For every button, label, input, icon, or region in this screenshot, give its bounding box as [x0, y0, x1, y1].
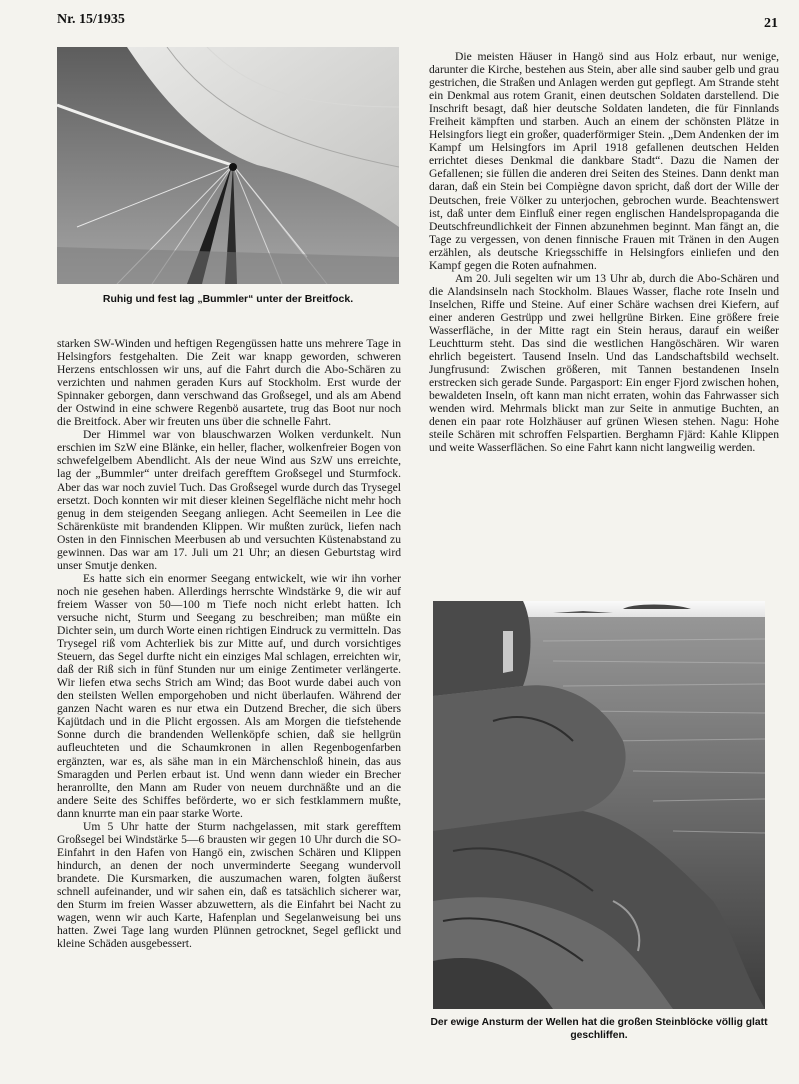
rocks-photo — [433, 601, 765, 1009]
issue-number: Nr. 15/1935 — [57, 12, 125, 27]
left-text-column — [57, 337, 401, 950]
page-number: 21 — [764, 16, 778, 31]
sail-photo — [57, 47, 399, 284]
sail-photo-caption: Ruhig und fest lag „Bummler“ unter der Breitfock. — [102, 293, 354, 305]
paragraph: Es hatte sich ein enormer Seegang entwickelt, wie wir ihn vorher noch nie gesehen haben. Allerdings herrschte Windstärke 9, die wir auf freiem Wasser von 50—100 m Tiefe noch nicht erlebt hatten. Ich versuche nicht, Sturm und Seegang zu beschreiben; man müßte ein Dichter sein, um durch Worte einen richtigen Eindruck zu vermitteln. Das Trysegel riß vom Achterliek bis zur Mitte auf, und durch vorsichtiges Steuern, das Segel durfte nicht ein einziges Mal schlagen, erreichten wir, daß der Riß sich in fünf Stunden nur um einige Zentimeter verlängerte. Wir liefen etwa sechs Strich am Wind; das Boot wurde dabei auch von den steilsten Wellen emporgehoben und nicht überlaufen. Während der ganzen Nacht waren es nur etwa ein Dutzend Brecher, die sich übers Kajütdach und in die Plicht ergossen. Als am Morgen die tiefstehende Sonne durch die brandenden Wellenköpfe schien, daß sie hellgrün aufleuchteten und die Schaumkronen in allen Regenbogenfarben ergänzten, war es, als sähe man in ein Märchenschloß hinein, das aus Smaragden und Perlen erbaut ist. Und wenn dann wieder ein Brecher heranrollte, den Mann am Ruder von neuem durchnäßte und an die andere Seite des Schiffes beförderte, wo er sich festklammern mußte, dann knurrte man ein paar starke Worte. — [57, 571, 401, 820]
right-text-column — [429, 50, 779, 454]
sail-photo-image — [57, 47, 399, 284]
paragraph: Um 5 Uhr hatte der Sturm nachgelassen, mit stark gerefftem Großsegel bei Windstärke 5—6 brausten wir gegen 10 Uhr durch die SO-Einfahrt in den Hafen von Hangö ein, zwischen Schären und Klippen hindurch, an denen der noch unverminderte Seegang wundervoll brandete. Die Kursmarken, die auszumachen waren, folgten äußerst schnell aufeinander, und wir sahen ein, daß es tatsächlich sicherer war, den Sturm im freien Wasser abzuwettern, als die Einfahrt bei Nacht zu wagen, wenn wir auch Karte, Hafenplan und Segelanweisung bei uns hatten. Zwei Tage lang wurden Plünnen getrocknet, Segel geflickt und kleine Schäden ausgebessert. — [57, 819, 401, 951]
paragraph: Die meisten Häuser in Hangö sind aus Holz erbaut, nur wenige, darunter die Kirche, bestehen aus Stein, aber alle sind sauber gelb und grau gestrichen, die Straßen und Anlagen werden gut gepflegt. Am Strande steht ein Denkmal aus rotem Granit, einen deutschen Soldaten darstellend. Die Inschrift besagt, daß hier deutsche Soldaten landeten, die für Finnlands Freiheit kämpften und starben. Auch an einem der schönsten Plätze in Helsingfors liegt ein großer, quaderförmiger Stein. „Dem Andenken der im Kampf um Helsingfors im April 1918 gefallenen deutschen Helden errichtet dieses Denkmal die dankbare Stadt“. Dazu die Namen der Gefallenen; sie füllen die anderen drei Seiten des Steines. Dann denkt man daran, daß ein Stein bei Compiègne davon spricht, daß dort der Wille der Deutschen, freie Völker zu unterjochen, gebrochen wurde. Beachtenswert ist, daß unter dem Einfluß einer regen englischen Handelspropaganda die Deutschfreundlichkeit der Finnen abzunehmen beginnt. Man fängt an, die Tage zu vergessen, von denen finnische Frauen mit Tränen in den Augen erzählen, als deutsche Kriegsschiffe in Helsingfors einliefen und den Kampf gegen die Roten aufnahmen. — [429, 50, 779, 272]
rocks-photo-image — [433, 601, 765, 1009]
rocks-photo-caption: Der ewige Ansturm der Wellen hat die großen Steinblöcke völlig glatt geschliffen. — [430, 1017, 768, 1041]
paragraph: Am 20. Juli segelten wir um 13 Uhr ab, durch die Abo-Schären und die Alandsinseln nach Stockholm. Blaues Wasser, flache rote Inseln und Inselchen, Riffe und Steine. Auf einer Schäre wachsen drei Kiefern, auf einer anderen Gestrüpp und zwei hellgrüne Birken. Eine größere freie Wasserfläche, in der Mitte ragt ein Stein heraus, darauf ein weißer Leuchtturm steht. Das sind die westlichen Hangöschären. Wir waren ehrlich begeistert. Tausend Inseln. Und das Landschaftsbild wechselt. Jungfrusund: Zwischen größeren, mit Tannen bestandenen Inseln erstrecken sich gerade Sunde. Pargasport: Ein enger Fjord zwischen hohen, bewaldeten Inseln, oft kann man nicht erraten, wohin das Fahrwasser sich wenden wird. Mehrmals blickt man zur Seite in anmutige Buchten, an denen ein paar rote Holzhäuser auf grünen Wiesen stehen. Nagu: Hohe steile Schären mit schroffen Felspartien. Berghamn Fjärd: Kahle Klippen und weite Wasserflächen. So eine Fahrt kann nicht langweilig werden. — [429, 271, 779, 455]
paragraph: Der Himmel war von blauschwarzen Wolken verdunkelt. Nun erschien im SzW eine Blänke, ein heller, flacher, wolkenfreier Bogen von schwefelgelbem Abendlicht. Als der neue Wind aus SzW uns erreichte, lag der „Bummler“ unter dreifach gerefftem Großsegel und Sturmfock. Aber das war noch zuviel Tuch. Das Großsegel wurde durch das Trysegel ersetzt. Doch konnten wir mit dieser kleinen Segelfläche nicht mehr hoch genug in dem steigenden Seegang anliegen. Acht Seemeilen in Lee die Schärenküste mit brandenden Klippen. Wir mußten zurück, liefen nach Osten in den Finnischen Meerbusen ab und versuchten Küstenabstand zu gewinnen. Das war am 17. Juli um 21 Uhr; an diesen Geburtstag wird unser Smutje denken. — [57, 428, 401, 572]
paragraph: starken SW-Winden und heftigen Regengüssen hatte uns mehrere Tage in Helsingfors festgehalten. Die Zeit war knapp geworden, schweren Herzens entschlossen wir uns, auf die Fahrt durch die Abo-Schären zu verzichten und nahmen geraden Kurs auf Stockholm. Erst wurde der Spinnaker geborgen, dann verschwand das Großsegel, und als am Abend der Ostwind in eine schwere Regenbö ausartete, trug das Boot nur noch die Breitfock. Aber wir freuten uns über die schnelle Fahrt. — [57, 337, 401, 429]
